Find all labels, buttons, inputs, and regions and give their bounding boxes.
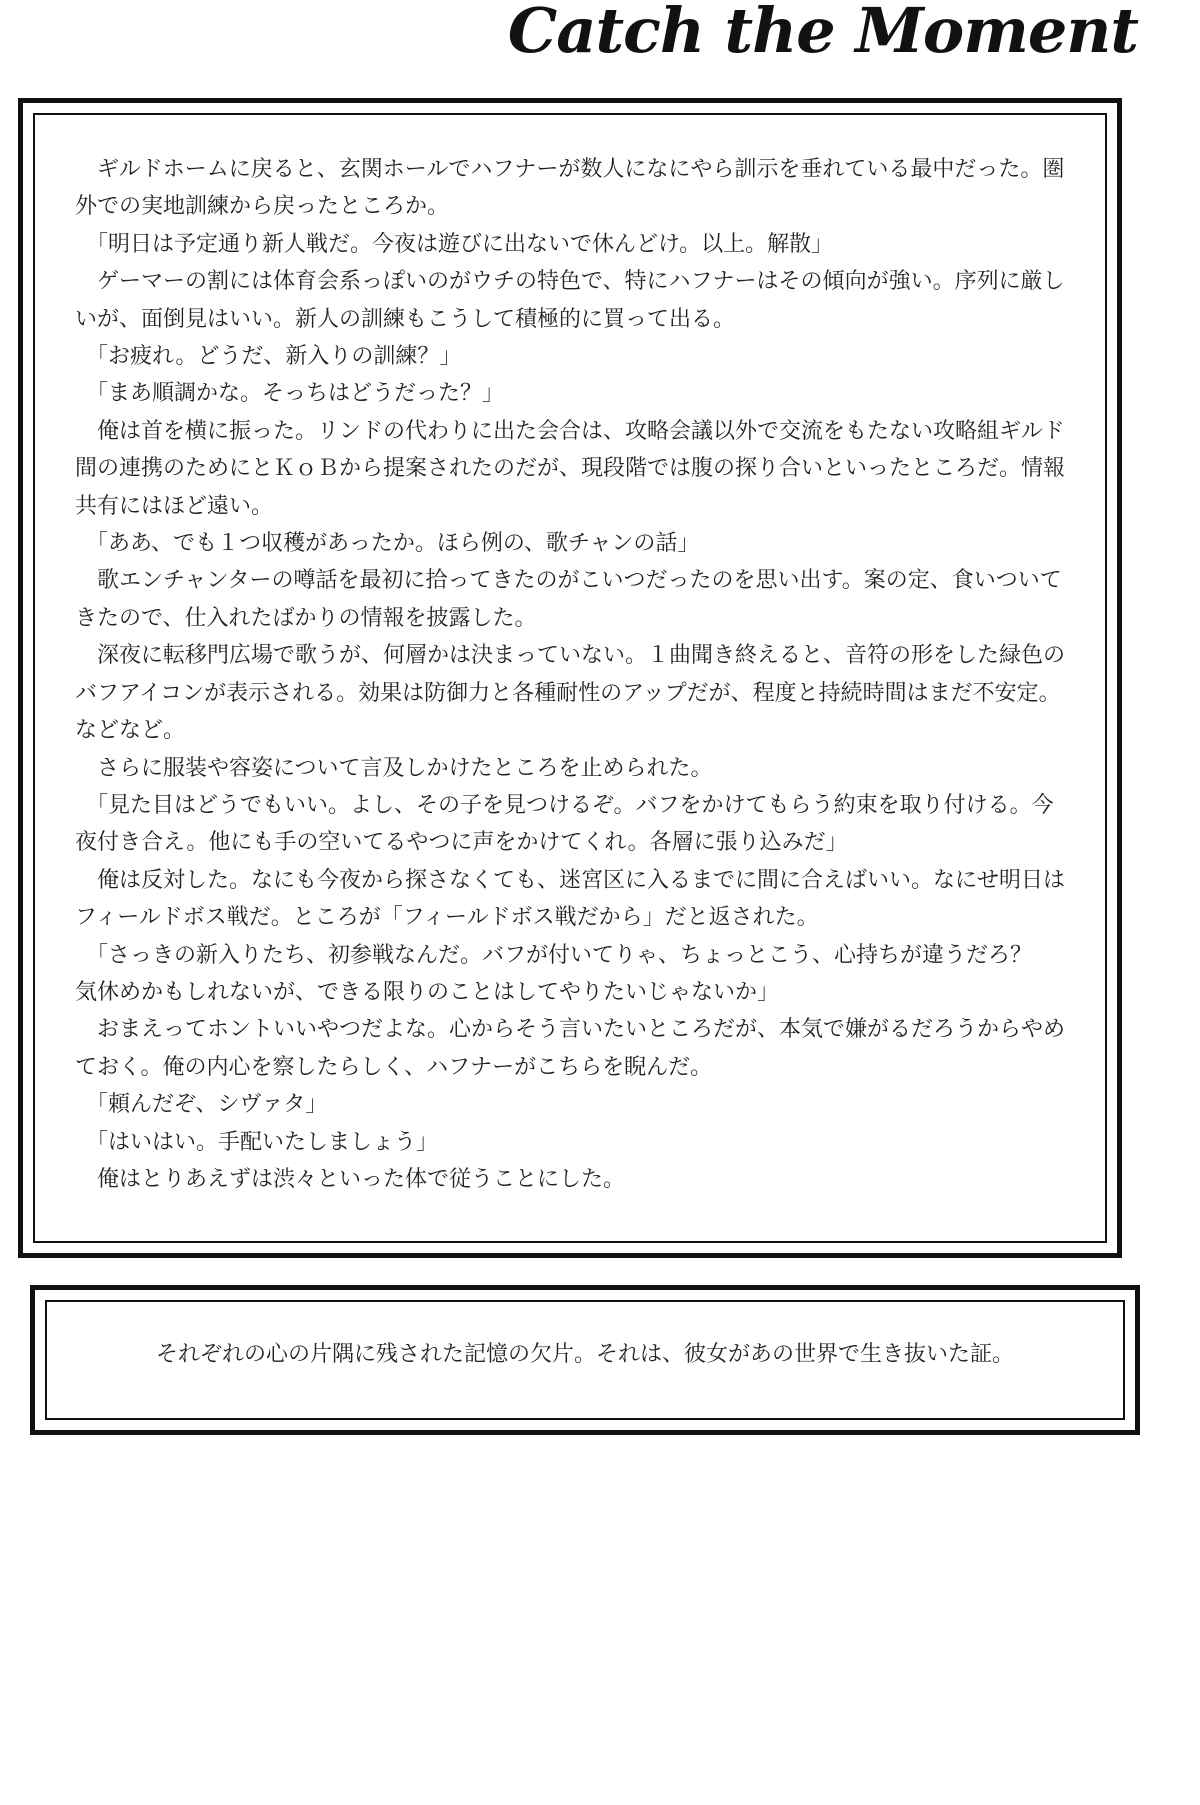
story-dialogue: 「明日は予定通り新人戦だ。今夜は遊びに出ないで休んどけ。以上。解散」 [86, 231, 834, 257]
story-dialogue: 「お疲れ。どうだ、新入りの訓練？」 [86, 344, 462, 370]
story-text [75, 151, 1065, 1198]
story-paragraph: 歌エンチャンターの噂話を最初に拾ってきたのがこいつだったのを思い出す。案の定、食いついてきたので、仕入れたばかりの情報を披露した。 [75, 568, 1062, 631]
story-paragraph: ギルドホームに戻ると、玄関ホールでハフナーが数人になにやら訓示を垂れている最中だった。圏外での実地訓練から戻ったところか。 [75, 157, 1065, 220]
story-box [18, 98, 1122, 1258]
story-dialogue: 「さっきの新入りたち、初参戦なんだ。バフが付いてりゃ、ちょっとこう、心持ちが違うだろ？ 気休めかもしれないが、できる限りのことはしてやりたいじゃないか」 [75, 942, 1055, 1005]
tagline-box [30, 1285, 1140, 1435]
story-paragraph: おまえってホントいいやつだよな。心からそう言いたいところだが、本気で嫌がるだろうからやめておく。俺の内心を察したらしく、ハフナーがこちらを睨んだ。 [75, 1017, 1066, 1080]
story-dialogue: 「はいはい。手配いたしましょう」 [86, 1129, 439, 1155]
story-paragraph: 俺はとりあえずは渋々といった体で従うことにした。 [97, 1166, 626, 1192]
story-dialogue: 「見た目はどうでもいい。よし、その子を見つけるぞ。バフをかけてもらう約束を取り付ける。今夜付き合え。他にも手の空いてるやつに声をかけてくれ。各層に張り込みだ」 [75, 792, 1054, 856]
tagline-text: それぞれの心の片隅に残された記憶の欠片。それは、彼女があの世界で生き抜いた証。 [155, 1342, 1014, 1367]
story-dialogue: 「まあ順調かな。そっちはどうだった？」 [86, 381, 505, 407]
story-paragraph: ゲーマーの割には体育会系っぽいのがウチの特色で、特にハフナーはその傾向が強い。序列に厳しいが、面倒見はいい。新人の訓練もこうして積極的に買って出る。 [75, 269, 1065, 332]
story-paragraph: 深夜に転移門広場で歌うが、何層かは決まっていない。１曲聞き終えると、音符の形をした緑色のバフアイコンが表示される。効果は防御力と各種耐性のアップだが、程度と持続時間はまだ不安定。などなど。 [75, 643, 1066, 744]
story-dialogue: 「ああ、でも１つ収穫があったか。ほら例の、歌チャンの話」 [86, 531, 700, 557]
story-dialogue: 「頼んだぞ、シヴァタ」 [86, 1092, 328, 1118]
page-title: Catch the Moment [507, 0, 1138, 67]
story-paragraph: 俺は反対した。なにも今夜から探さなくても、迷宮区に入るまでに間に合えばいい。なにせ明日はフィールドボス戦だ。ところが「フィールドボス戦だから」だと返された。 [75, 867, 1066, 931]
story-paragraph: さらに服装や容姿について言及しかけたところを止められた。 [97, 755, 713, 781]
story-paragraph: 俺は首を横に振った。リンドの代わりに出た会合は、攻略会議以外で交流をもたない攻略組ギルド間の連携のためにとＫｏＢから提案されたのだが、現段階では腹の探り合いといったところだ。情報共有にはほど遠い。 [75, 418, 1066, 519]
